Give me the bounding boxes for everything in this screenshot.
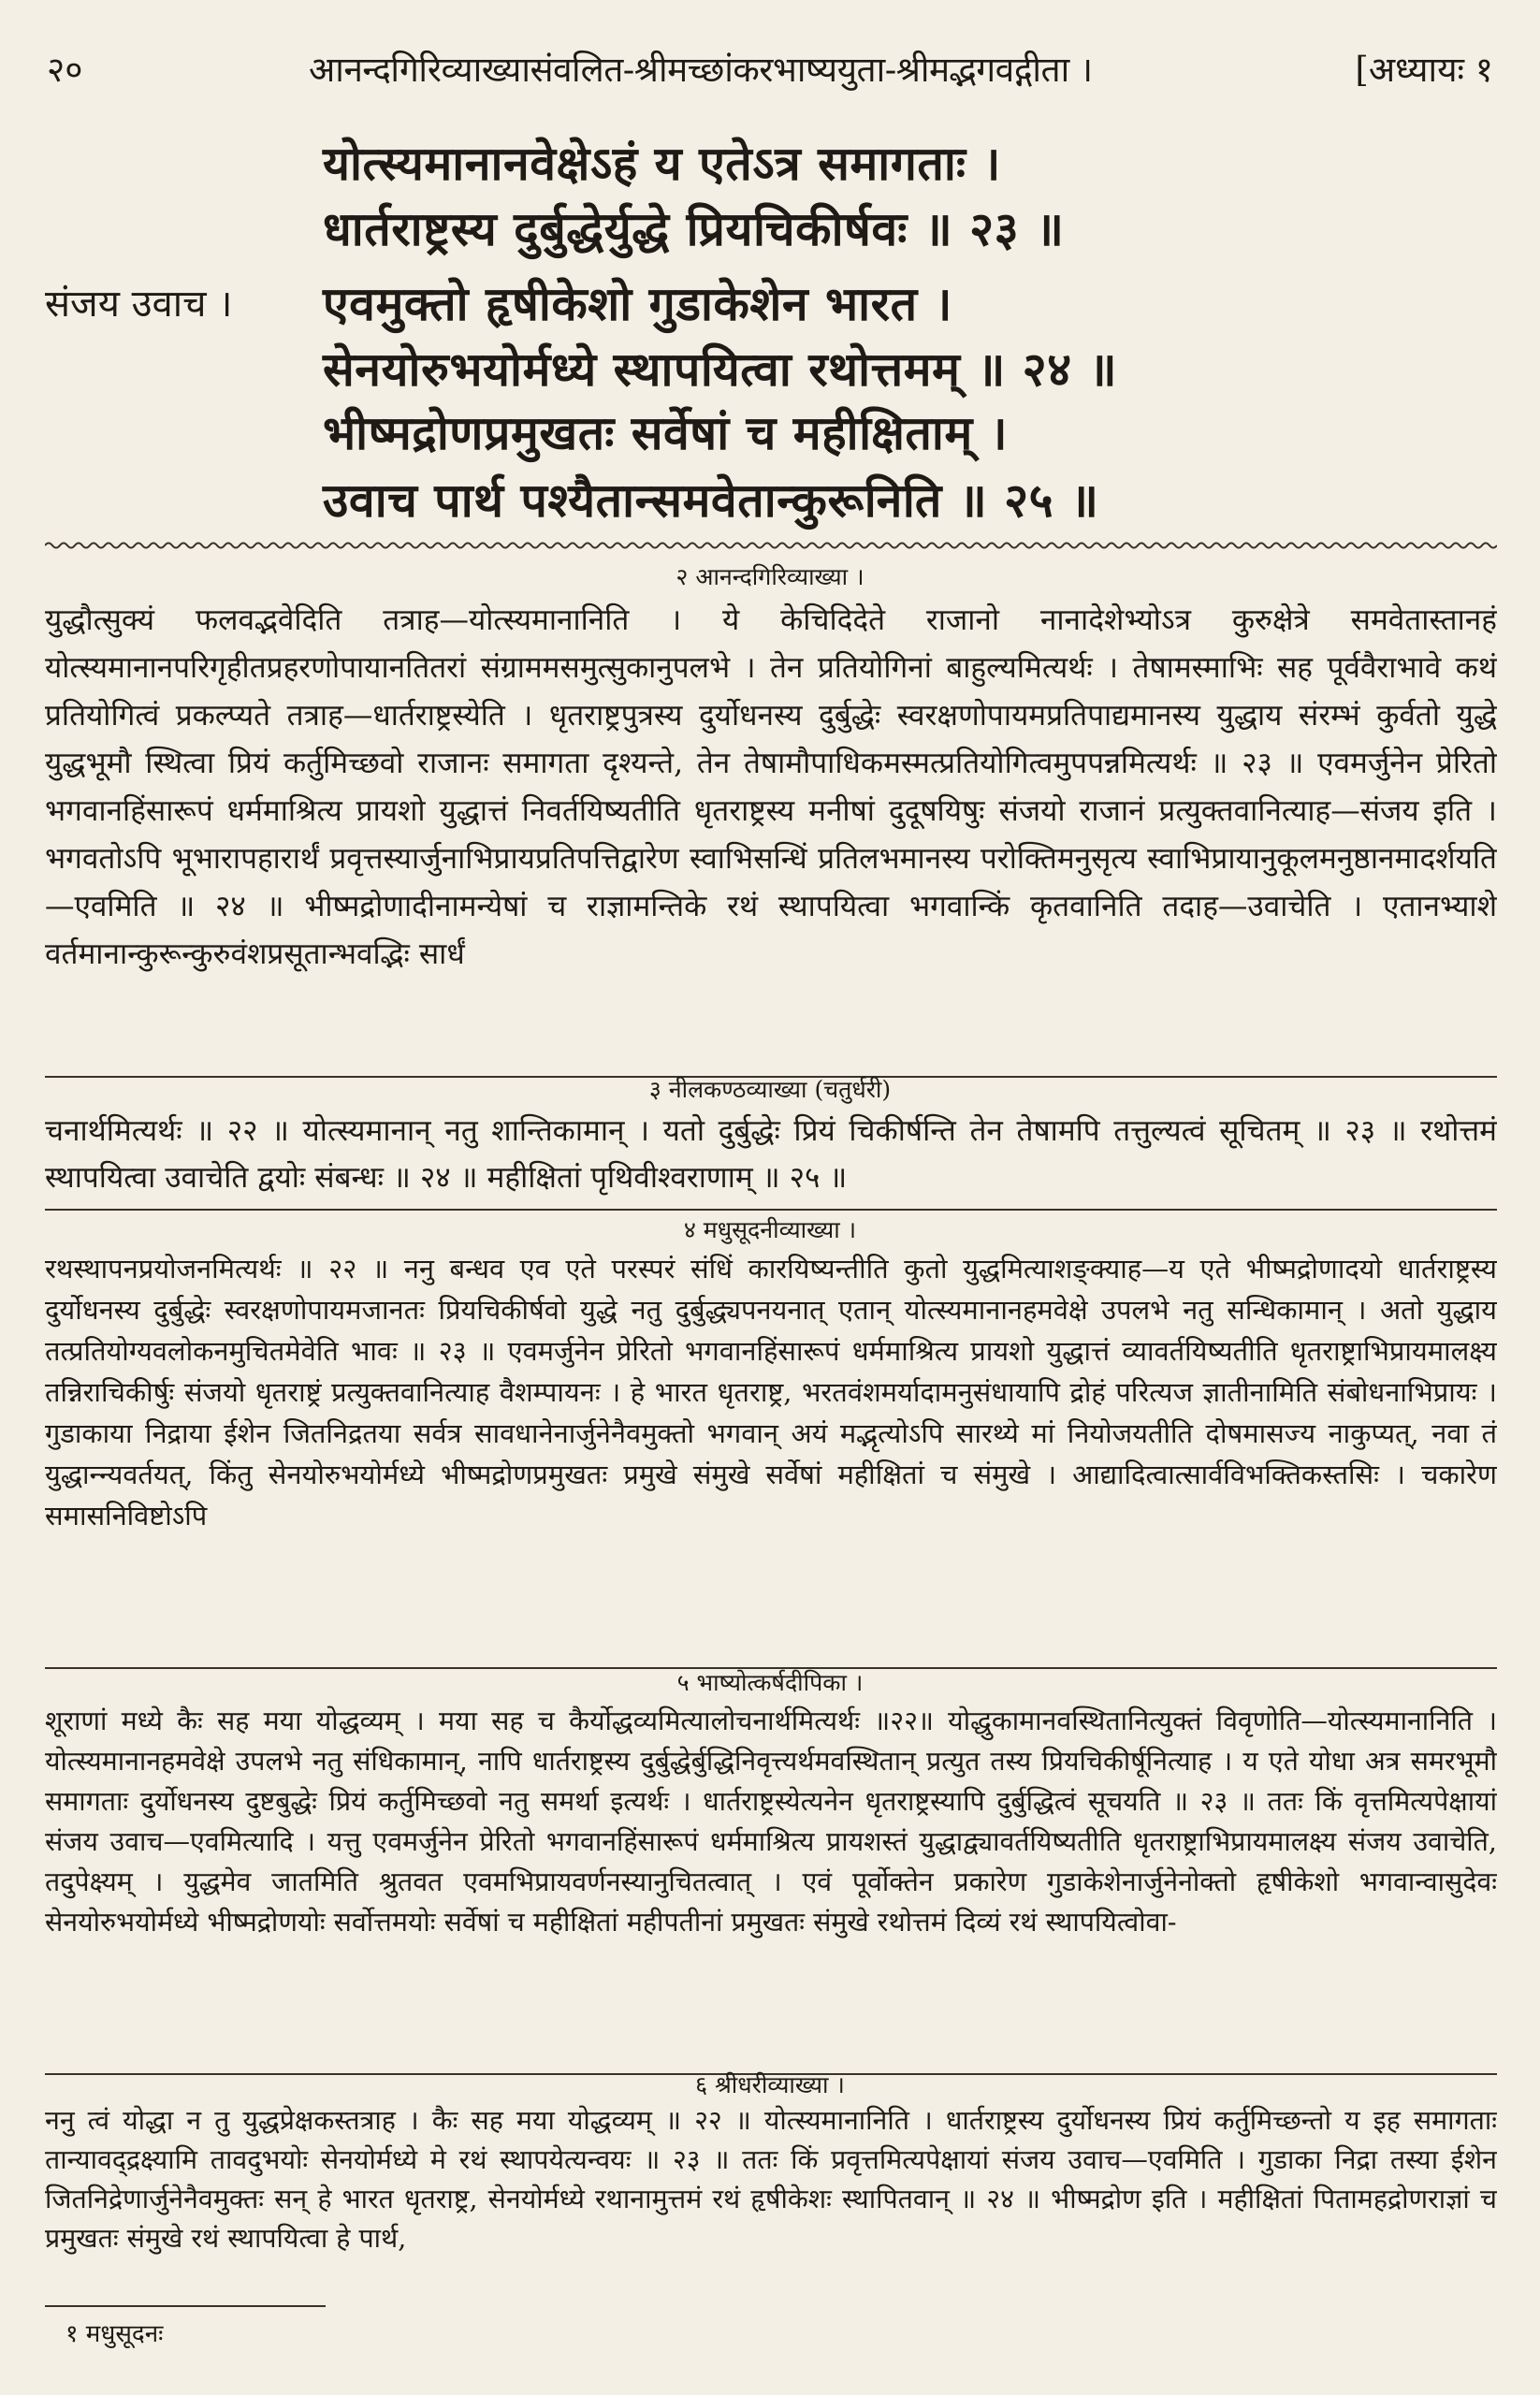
footnote: १ मधुसूदनः [65,2320,164,2348]
verse-line: सेनयोरुभयोर्मध्ये स्थापयित्वा रथोत्तमम् ॥ २४ ॥ [323,341,1118,397]
section-divider [45,1209,1497,1211]
page-number: २० [47,50,83,90]
chapter-label: [अध्यायः १ [1355,50,1493,90]
commentary-text: शूराणां मध्ये कैः सह मया योद्धव्यम् । मया सह च कैर्योद्धव्यमित्यालोचनार्थमित्यर्थः ॥२२॥ योद्धुकामानवस्थितानित्युक्तं विवृणोति—योत्स्यमानानिति । योत्स्यमानानहमवेक्षे उपलभे नतु संधिकामान्, नापि धार्तराष्ट्रस्य दुर्बुद्धेर्बुद्धिनिवृत्त्यर्थमवस्थितान् प्रत्युत तस्य प्रियचिकीर्षूनित्याह । य एते योधा अत्र समरभूमौ समागताः दुर्योधनस्य दुष्टबुद्धेः प्रियं कर्तुमिच्छवो नतु समर्था इत्यर्थः । धार्तराष्ट्रस्येत्यनेन धृतराष्ट्रस्यापि दुर्बुद्धित्वं सूचयति ॥ २३ ॥ ततः किं वृत्तमित्यपेक्षायां संजय उवाच—एवमित्यादि । यत्तु एवमर्जुनेन प्रेरितो भगवानहिंसारूपं धर्ममाश्रित्य प्रायशस्तं युद्धाद्व्यावर्तयिष्यतीति धृतराष्ट्राभिप्रायमालक्ष्य संजय उवाचेति, तदुपेक्ष्यम् । युद्धमेव जातमिति श्रुतवत एवमभिप्रायवर्णनस्यानुचितत्वात् । एवं पूर्वोक्तेन प्रकारेण गुडाकेशेनार्जुनेनोक्तो हृषीकेशो भगवान्वासुदेवः सेनयोरुभयोर्मध्ये भीष्मद्रोणयोः सर्वोत्तमयोः सर्वेषां च महीक्षितां महीपतीनां प्रमुखतः संमुखे रथोत्तमं दिव्यं रथं स्थापयित्वोवा- [45,1706,1497,1938]
commentary-text: रथस्थापनप्रयोजनमित्यर्थः ॥ २२ ॥ ननु बन्धव एव एते परस्परं संधिं कारयिष्यन्तीति कुतो युद्धमित्याशङ्क्याह—य एते भीष्मद्रोणादयो धार्तराष्ट्रस्य दुर्योधनस्य दुर्बुद्धेः स्वरक्षणोपायमजानतः प्रियचिकीर्षवो युद्धे नतु दुर्बुद्ध्यपनयनात् एतान् योत्स्यमानानहमवेक्षे उपलभे नतु सन्धिकामान् । अतो युद्धाय तत्प्रतियोग्यवलोकनमुचितमेवेति भावः ॥ २३ ॥ एवमर्जुनेन प्रेरितो भगवानहिंसारूपं धर्ममाश्रित्य प्रायशो युद्धात्तं व्यावर्तयिष्यतीति धृतराष्ट्राभिप्रायमालक्ष्य तन्निराचिकीर्षुः संजयो धृतराष्ट्रं प्रत्युक्तवानित्याह वैशम्पायनः । हे भारत धृतराष्ट्र, भरतवंशमर्यादामनुसंधायापि द्रोहं परित्यज ज्ञातीनामिति संबोधनाभिप्रायः । गुडाकाया निद्राया ईशेन जितनिद्रतया सर्वत्र सावधानेनार्जुनेनैवमुक्तो भगवान् अयं मद्भृत्योऽपि सारथ्ये मां नियोजयतीति दोषमासज्य नाकुप्यत्, नवा तं युद्धान्न्यवर्तयत्, किंतु सेनयोरुभयोर्मध्ये भीष्मद्रोणप्रमुखतः प्रमुखे संमुखे सर्वेषां महीक्षितां च संमुखे । आद्यादित्वात्सार्वविभक्तिकस्तसिः । चकारेण समासनिविष्टोऽपि [45,1253,1497,1531]
commentary-title: २ आनन्दगिरिव्याख्या । [676,563,864,590]
running-title: आनन्दगिरिव्याख्यासंवलित-श्रीमच्छांकरभाष्ययुता-श्रीमद्भगवद्गीता । [309,50,1093,90]
verse-line: भीष्मद्रोणप्रमुखतः सर्वेषां च महीक्षिताम् । [323,405,1009,460]
footnote-rule [45,2305,326,2307]
commentary-text: चनार्थमित्यर्थः ॥ २२ ॥ योत्स्यमानान् नतु शान्तिकामान् । यतो दुर्बुद्धेः प्रियं चिकीर्षन्ति तेन तेषामपि तत्तुल्यत्वं सूचितम् ॥ २३ ॥ रथोत्तमं स्थापयित्वा उवाचेति द्वयोः संबन्धः ॥ २४ ॥ महीक्षितां पृथिवीश्वराणाम् ॥ २५ ॥ [45,1114,1497,1195]
commentary-text: ननु त्वं योद्धा न तु युद्धप्रेक्षकस्तत्राह । कैः सह मया योद्धव्यम् ॥ २२ ॥ योत्स्यमानानिति । धार्तराष्ट्रस्य दुर्योधनस्य प्रियं कर्तुमिच्छन्तो य इह समागताः तान्यावद्द्रक्ष्यामि तावदुभयोः सेनयोर्मध्ये मे रथं स्थापयेत्यन्वयः ॥ २३ ॥ ततः किं प्रवृत्तमित्यपेक्षायां संजय उवाच—एवमिति । गुडाका निद्रा तस्या ईशेन जितनिद्रेणार्जुनेनैवमुक्तः सन् हे भारत धृतराष्ट्र, सेनयोर्मध्ये रथानामुत्तमं रथं हृषीकेशः स्थापितवान् ॥ २४ ॥ भीष्मद्रोण इति । महीक्षितां पितामहद्रोणराज्ञां च प्रमुखतः संमुखे रथं स्थापयित्वा हे पार्थ, [45,2105,1497,2254]
commentary-title: ३ नीलकण्ठव्याख्या (चतुर्धरी) [648,1076,892,1103]
page-header [37,37,1503,103]
commentary-title: ६ श्रीधरीव्याख्या । [695,2071,845,2098]
verse-line: एवमुक्तो हृषीकेशो गुडाकेशेन भारत । [323,276,952,331]
commentary-text: युद्धौत्सुक्यं फलवद्भवेदिति तत्राह—योत्स्यमानानिति । ये केचिदिदेते राजानो नानादेशेभ्योऽत्र कुरुक्षेत्रे समवेतास्तानहं योत्स्यमानानपरिगृहीतप्रहरणोपायानतितरां संग्राममसमुत्सुकानुपलभे । तेन प्रतियोगिनां बाहुल्यमित्यर्थः । तेषामस्माभिः सह पूर्ववैराभावे कथं प्रतियोगित्वं प्रकल्प्यते तत्राह—धार्तराष्ट्रस्येति । धृतराष्ट्रपुत्रस्य दुर्योधनस्य दुर्बुद्धेः स्वरक्षणोपायमप्रतिपाद्यमानस्य युद्धाय संरम्भं कुर्वतो युद्धे युद्धभूमौ स्थित्वा प्रियं कर्तुमिच्छवो राजानः समागता दृश्यन्ते, तेन तेषामौपाधिकमस्मत्प्रतियोगित्वमुपपन्नमित्यर्थः ॥ २३ ॥ एवमर्जुनेन प्रेरितो भगवानहिंसारूपं धर्ममाश्रित्य प्रायशो युद्धात्तं निवर्तयिष्यतीति धृतराष्ट्रस्य मनीषां दुदूषयिषुः संजयो राजानं प्रत्युक्तवानित्याह—संजय इति । भगवतोऽपि भूभारापहारार्थं प्रवृत्तस्यार्जुनाभिप्रायप्रतिपत्तिद्वारेण स्वाभिसन्धिं प्रतिलभमानस्य परोक्तिमनुसृत्य स्वाभिप्रायानुकूलमनुष्ठानमादर्शयति—एवमिति ॥ २४ ॥ भीष्मद्रोणादीनामन्येषां च राज्ञामन्तिके रथं स्थापयित्वा भगवान्किं कृतवानिति तदाह—उवाचेति । एतानभ्याशे वर्तमानान्कुरून्कुरुवंशप्रसूतान्भवद्भिः सार्धं [45,603,1497,971]
verse-line: धार्तराष्ट्रस्य दुर्बुद्धेर्युद्धे प्रियचिकीर्षवः ॥ २३ ॥ [323,201,1065,256]
verse-line: योत्स्यमानानवेक्षेऽहं य एतेऽत्र समागताः । [323,136,1001,191]
speaker-label: संजय उवाच । [45,283,233,326]
commentary-title: ५ भाष्योत्कर्षदीपिका । [676,1669,864,1696]
verse-line: उवाच पार्थ पश्यैतान्समवेतान्कुरूनिति ॥ २५ ॥ [323,472,1099,528]
wavy-divider [45,541,1497,550]
commentary-title: ४ मधुसूदनीव्याख्या । [683,1216,857,1243]
